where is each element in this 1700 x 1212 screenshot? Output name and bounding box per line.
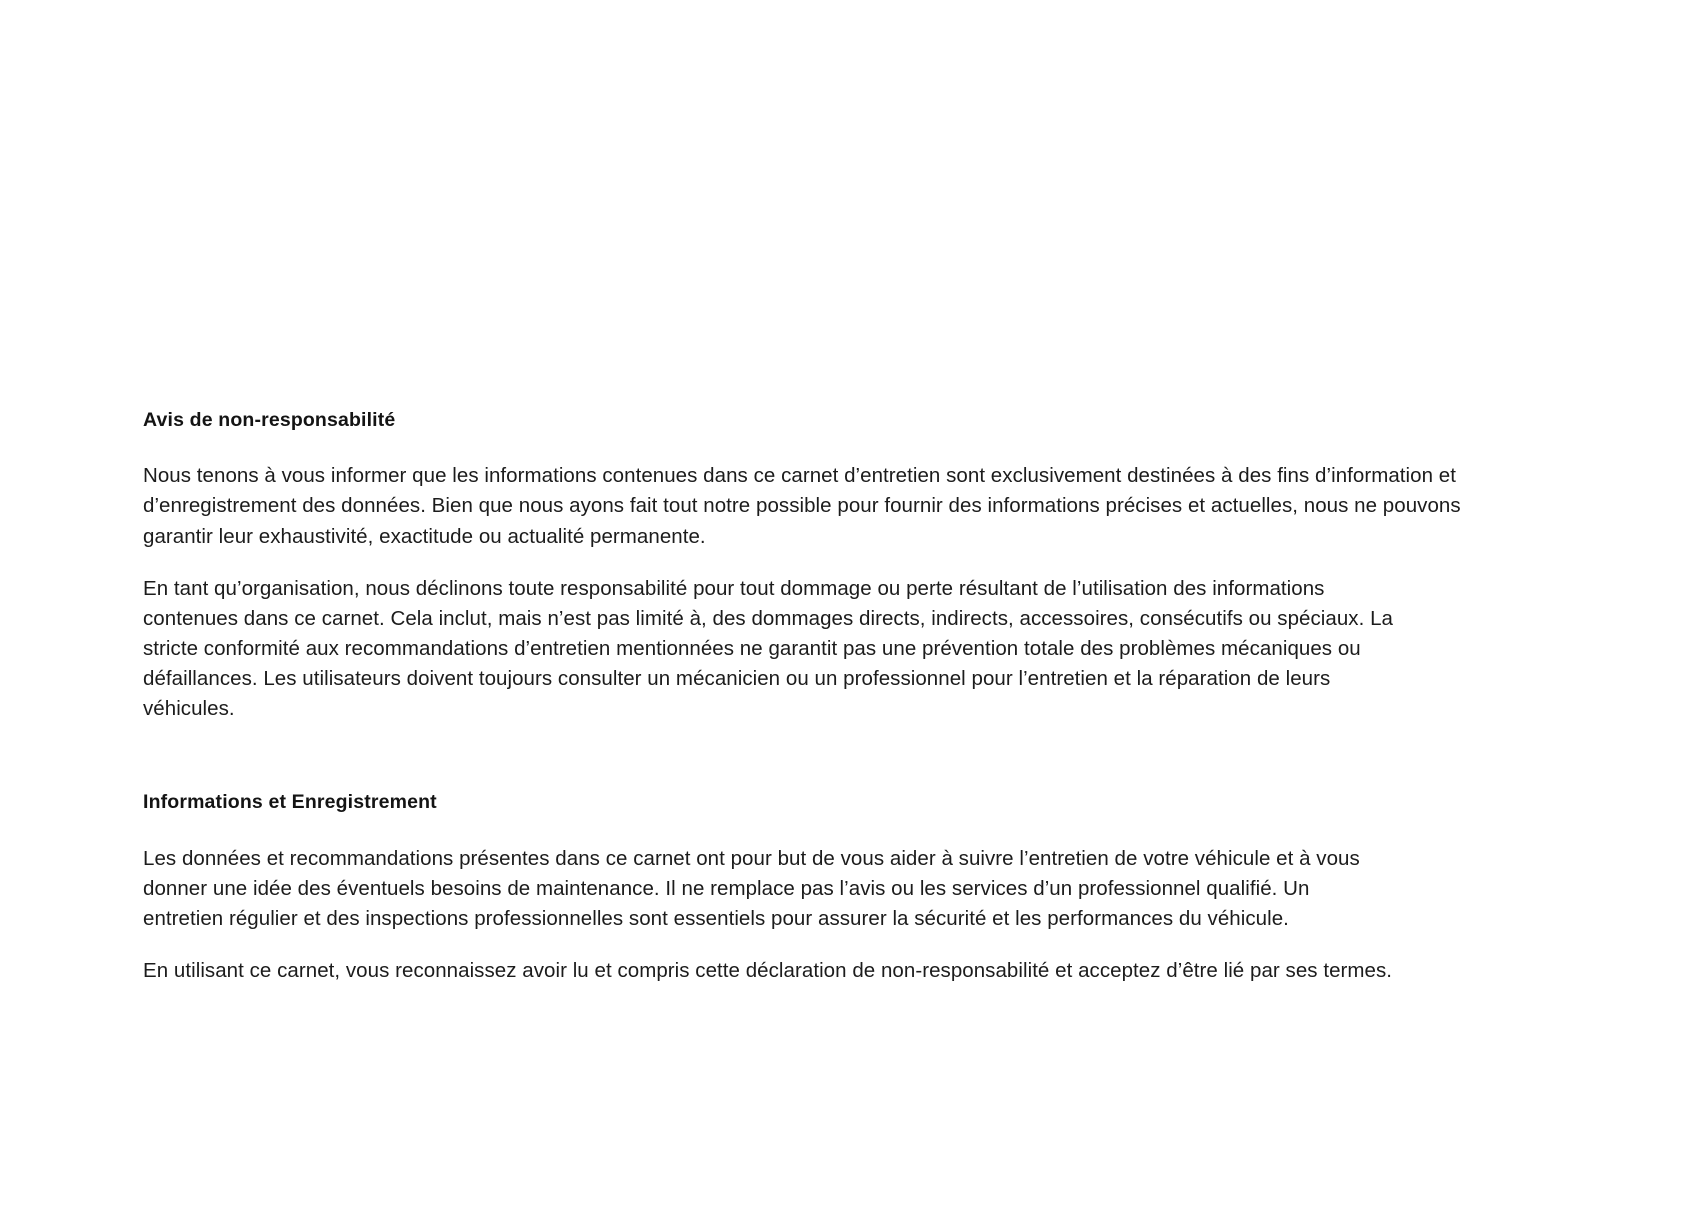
section-heading-information-recording: Informations et Enregistrement: [143, 791, 437, 814]
paragraph-information-2: En utilisant ce carnet, vous reconnaissez avoir lu et compris cette déclaration de non-responsabilité et acceptez d’être lié par ses termes.: [143, 959, 1393, 983]
paragraph-information-1: Les données et recommandations présentes dans ce carnet ont pour but de vous aider à suivre l’entretien de votre véhicule et à vous donner une idée des éventuels besoins de maintenance. Il ne remplace pas l’avis ou les services d’un professionnel qualifié. Un entretien régulier et des inspections professionnelles sont essentiels pour assurer la sécurité et les performances du véhicule.: [143, 846, 1360, 930]
paragraph-disclaimer-2: En tant qu’organisation, nous déclinons toute responsabilité pour tout dommage ou perte résultant de l’utilisation des informations contenues dans ce carnet. Cela inclut, mais n’est pas limité à, des dommages directs, indirects, accessoires, consécutifs ou spéciaux. La stricte conformité aux recommandations d’entretien mentionnées ne garantit pas une prévention totale des problèmes mécaniques ou défaillances. Les utilisateurs doivent toujours consulter un mécanicien ou un professionnel pour l’entretien et la réparation de leurs véhicules.: [143, 576, 1393, 721]
document-body: [143, 408, 1463, 986]
section-heading-disclaimer: Avis de non-responsabilité: [143, 409, 396, 431]
section-information-recording: [143, 790, 1463, 986]
paragraph-disclaimer-1: Nous tenons à vous informer que les informations contenues dans ce carnet d’entretien sont exclusivement destinées à des fins d’information et d’enregistrement des données. Bien que nous ayons fait tout notre possible pour fournir des informations précises et actuelles, nous ne pouvons garantir leur exhaustivité, exactitude ou actualité permanente.: [143, 464, 1461, 548]
section-disclaimer: [143, 408, 1463, 724]
